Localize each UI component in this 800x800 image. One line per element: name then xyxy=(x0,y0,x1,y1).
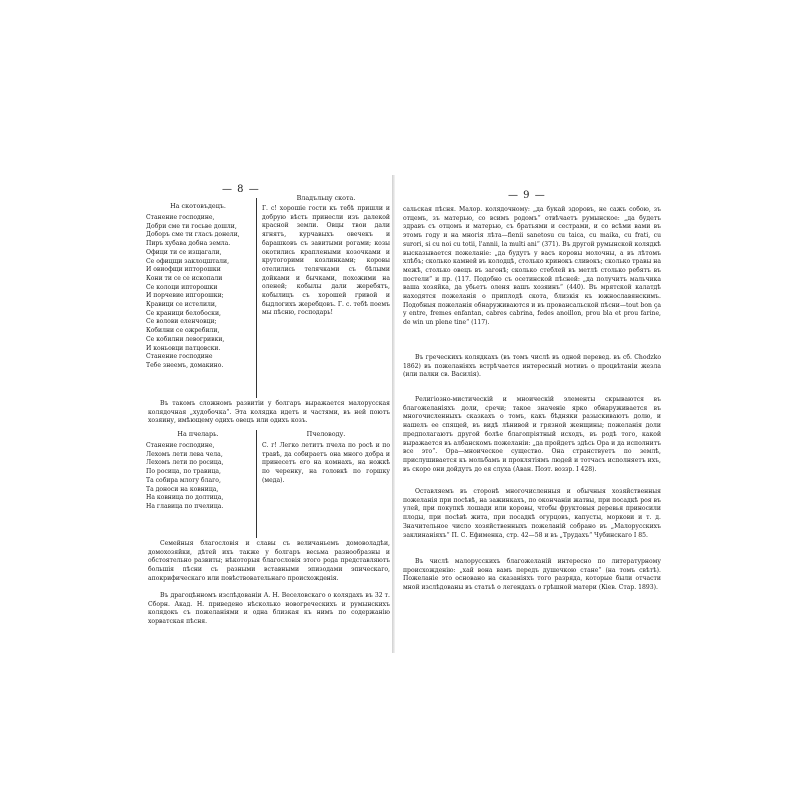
column-divider-bottom xyxy=(256,430,257,538)
song2-title: На пчеларь. xyxy=(177,430,219,438)
left-page xyxy=(142,178,393,650)
song1-translation-block xyxy=(262,194,390,318)
verse-line: Се колоци ипторошки xyxy=(146,283,218,291)
right-page-number: — 9 — xyxy=(508,190,546,201)
song2-translation-title: Пчеловоду. xyxy=(306,430,346,438)
column-divider-top xyxy=(256,198,257,398)
verse-line: Доборъ сме ти гласъ донели, xyxy=(146,231,240,239)
right-paragraph-5: Въ числѣ малорусскихъ благожеланій интересно по литературному происхожденію: „хай вона вамъ передъ душечкою стане“ (на томъ свѣтѣ). Пожеланіе это основано на сказаніяхъ того разряда, которые были отчасти мной изслѣдованы въ статьѣ о легендахъ о грѣшной матери (Кiев. Стар. 1893). xyxy=(403,558,661,592)
verse-line: Се краници белобоски, xyxy=(146,309,221,317)
verse-line: Та собира млогу благо, xyxy=(146,476,221,484)
right-paragraph-1: сальская пѣсня. Малор. колядочному: „да букай здоровъ, не сажъ собою, зъ отцемъ, зъ матерью, со всимъ родомъ“ отвѣчаетъ румынское: „да будетъ здравъ съ отцомъ и матерью, съ братьями и сестрами, и со всѣми вами въ этомъ году и на многія лѣта—fienii sanetosu cu taica, cu maika, cu frati, cu surori, si cu noi cu totii, l'annii, la multi ani“ (371). Въ другой румынской колядкѣ высказывается пожеланіе: „да будутъ у васъ коровы молочны, а въ лѣтомъ хлѣбъ; сколько камней въ колодцѣ, столько кринокъ сливокъ; сколько травы на межѣ, столько овецъ въ загонѣ; сколько стеблей въ метлѣ столько ребятъ въ постели“ и пр. (117. Подобно съ осетинской пѣсней: „да получитъ мальчика ваша хозяйка, да убьетъ оленя вашъ хозяинъ“ (440). Въ мрятской калатдѣ находятся пожеланія о приплодѣ скота, близкія къ южнославянскимъ. Подобныя пожеланія обнаруживаются и въ провансальской пѣсни—tout bon ça y entre, fremes enfantan, cabres cabrina, fedes anoillon, prou bla et prou farine, de win un plene tine“ (117). xyxy=(403,206,661,327)
verse-line: И овиофщи ипторошки xyxy=(146,266,221,274)
right-paragraph-3: Религіозно-мистическій и мноическій элементы скрываются въ благожеланіяхъ доли, сречи; такое значеніе ярко обнаруживается въ многочисленныхъ сказкахъ о томъ, какъ бѣдняки разыскиваютъ долю, и нашелъ ее спящей, въ видѣ лѣнивой и грязной женщины; пожеланія доли предполагаютъ другой болѣе благопріятный исходъ, въ родѣ того, какой выражается въ албанскомъ пожеланіи: „да пройдетъ здѣсь Ора и да исполнитъ все это“. Ора—мноическое существо. Она странствуетъ по землѣ, прислушивается къ мольбамъ и проклятіямъ людей и тотчасъ исполняетъ ихъ, въ скоро они дойдутъ до ея слуха (Аван. Поэт. воззр. I 428). xyxy=(403,396,661,473)
verse-line: На ковница по долтица, xyxy=(146,494,224,502)
verse-line: Станение господине xyxy=(146,353,213,361)
left-page-number: — 8 — xyxy=(222,184,260,195)
verse-line: Станение господине, xyxy=(146,442,215,449)
verse-line: И порчевие ипгорошки; xyxy=(146,292,224,300)
song2-original xyxy=(142,430,254,512)
right-page xyxy=(393,178,666,650)
song1-title: На скотовъдецъ. xyxy=(170,202,226,210)
song2-translation: С. г! Легко летитъ пчела по росѣ и по травѣ, да собираетъ она много добра и принесетъ его на комнахъ, на ножкѣ по черенку, на головкѣ по горшку (меда). xyxy=(262,442,390,484)
bottom-paragraph-2: Въ драгоцѣнномъ изслѣдованіи А. Н. Веселовскаго о колядахъ въ 32 т. Сборн. Акад. Н. приведено нѣсколько новогреческихъ и румынскихъ колядокъ съ пожеланіями и одна близкая къ нимъ по содержанію хорватская пѣсня. xyxy=(148,592,390,626)
song1-original xyxy=(142,202,254,371)
verse-line: И коньовци патцовски. xyxy=(146,344,221,352)
song2-translation-block xyxy=(262,430,390,486)
verse-line: Се офицщи заклоцштали, xyxy=(146,257,230,265)
verse-line: Се волови еленчовци; xyxy=(146,318,217,326)
verse-line: Пиръ хубава добна земла. xyxy=(146,240,231,248)
song1-translation: Г. с! хорошіе гости къ тебѣ пришли и добрую вѣсть принесли изъ далекой красной земли. Овцы твои дали ягнятъ, курчавыхъ овечекъ и барашковъ съ завитыми рогами; козы окотились краплеными козочками и крутогорими козлинками; коровы отелились телячками съ бѣлыми дойками и бычками, похожими на оленей; кобылы дали жеребятъ, кобылицъ съ хорошей гривой и быдлогихъ жеребцовъ. Г. с. тебѣ поемъ мы пѣсню, господарь! xyxy=(262,205,390,317)
verse-line: Станение господине, xyxy=(146,214,215,221)
verse-line: Офици ти се изщагали, xyxy=(146,248,222,256)
verse-line: Кони ти се се ископали xyxy=(146,274,223,282)
verse-line: На главица по пчелица. xyxy=(146,502,224,510)
verse-line: Се кобилни левогривки, xyxy=(146,335,225,343)
verse-line: Та доноси на ковница, xyxy=(146,485,219,493)
right-paragraph-4: Оставляемъ въ сторонѣ многочисленныя и обычныя хозяйственныя пожеланія при посѣвѣ, на зажинкахъ, по окончаніи жатвы, при посадкѣ роя въ улей, при покупкѣ лошади или коровы, чтобы фруктовыя деревья приносили плоды, при посѣвѣ жита, при посадкѣ огурцовъ, капусты, моркови и т. д. Значительное число хозяйственныхъ пожеланій собрано въ „Малорусскихъ заклинаніяхъ“ П. С. Ефименка, стр. 42—58 и въ „Трудахъ“ Чубинскаго I 85. xyxy=(403,488,661,539)
verse-line: Тебе знеемъ, домакино. xyxy=(146,361,224,369)
verse-line: По росица, по травица, xyxy=(146,468,221,476)
verse-line: Лехомъ лети лева чела, xyxy=(146,450,223,458)
right-paragraph-2: Въ греческихъ колядкахъ (въ томъ числѣ въ одной перевед. въ сб. Chodzko 1862) въ пожеланіяхъ встрѣчается интересный мотивъ о процвѣтаніи жезла (или палки св. Василія). xyxy=(403,354,661,379)
verse-line: Добри сме ти госьве дошли, xyxy=(146,222,237,230)
verse-line: Кравици се истелили, xyxy=(146,301,217,309)
bottom-paragraph-1: Семейныя благословія и славы съ величаньемъ домоволадѣи, домохозяйки, дѣтей ихъ также у болгаръ весьма разнообразны и обстоятельно развиты; нѣкоторыя благословія этого рода представляютъ большія пѣсни съ разными вставными эпизодами эпическаго, апокрифическаго или повѣствовательнаго происхожденія. xyxy=(148,540,390,582)
verse-line: Лехомъ лети по росица, xyxy=(146,459,224,467)
verse-line: Кобилни се ожребили, xyxy=(146,327,220,335)
middle-paragraph: Въ такомъ сложномъ развитіи у болгаръ выражается малорусская колядочная „худобочка“. Эта колядка идетъ и частями, въ ней поютъ хозяину, имѣющему одихъ овецъ или одихъ козъ. xyxy=(148,400,390,425)
song1-translation-title: Владъльцу скота. xyxy=(296,194,356,202)
